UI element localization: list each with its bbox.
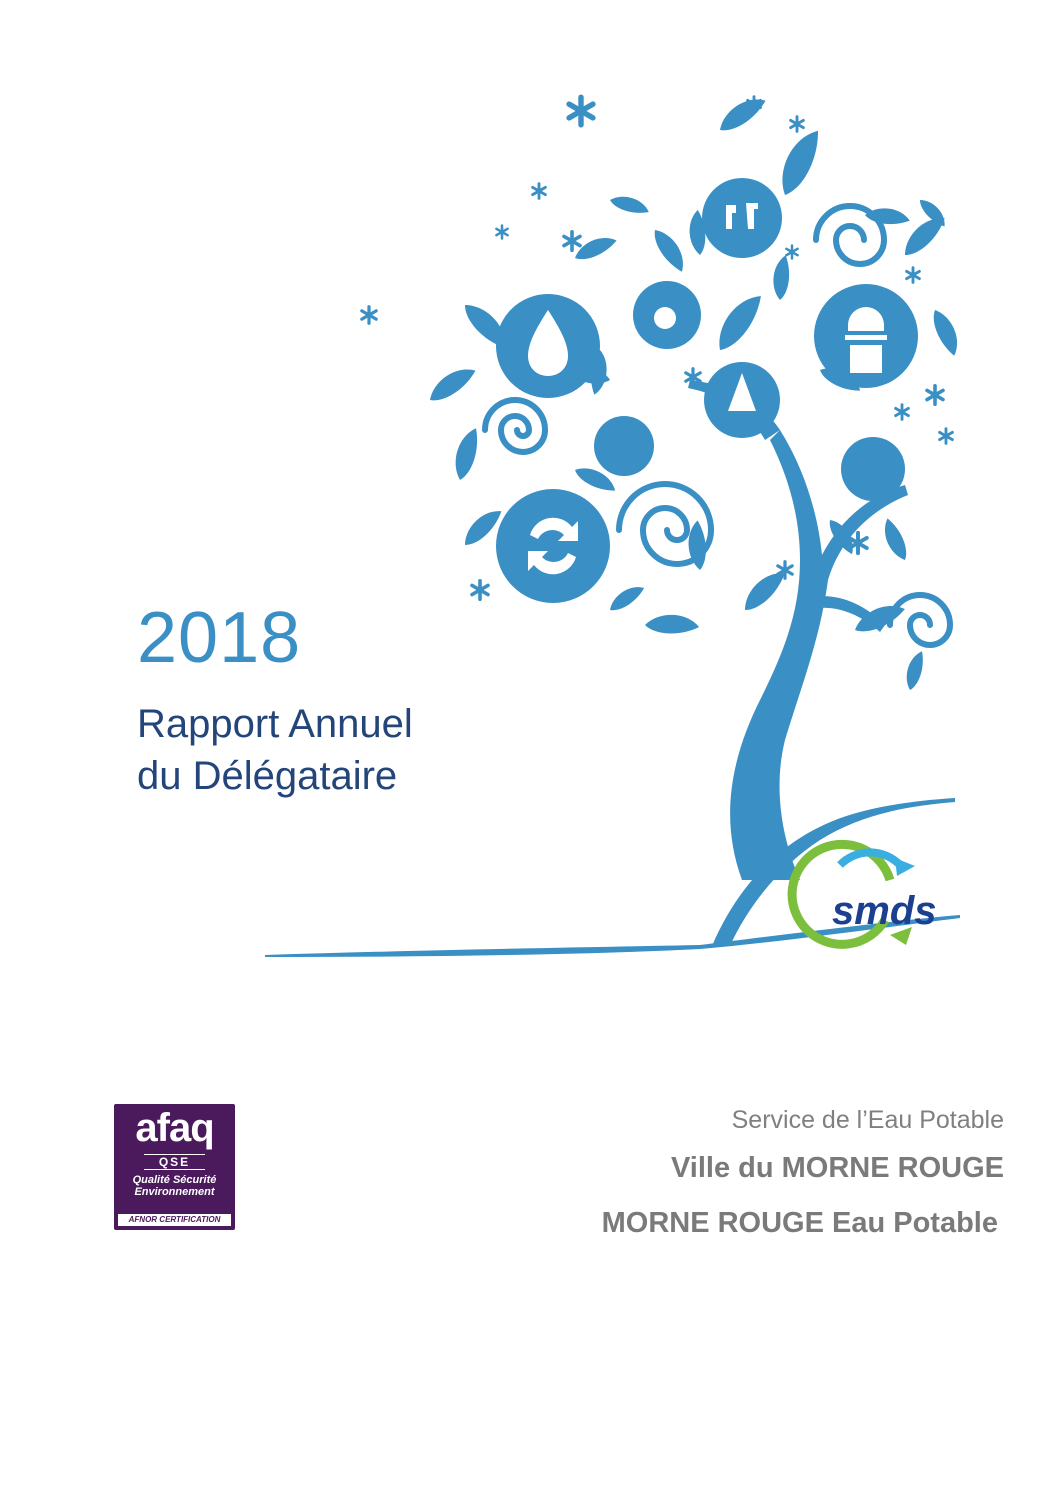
service-city: Ville du MORNE ROUGE: [670, 1152, 1004, 1184]
afaq-logo-line1: Qualité Sécurité: [132, 1174, 217, 1186]
smds-logo: [792, 844, 936, 945]
afaq-logo-footer: AFNOR CERTIFICATION: [118, 1214, 231, 1226]
afaq-logo-qse: QSE: [144, 1154, 205, 1170]
report-title-line1: Rapport Annuel: [137, 702, 413, 746]
service-name: MORNE ROUGE Eau Potable: [601, 1207, 998, 1239]
afaq-certification-logo: [114, 1104, 235, 1230]
report-year: 2018: [137, 598, 302, 678]
recycle-icon: [496, 489, 610, 603]
service-type: Service de l’Eau Potable: [731, 1106, 1004, 1134]
afaq-logo-word: afaq: [135, 1106, 214, 1150]
smds-logo-text: smds: [832, 889, 937, 933]
afaq-logo-line2: Environnement: [134, 1186, 215, 1198]
tools-icon: [702, 178, 782, 258]
report-title-line2: du Délégataire: [137, 754, 398, 798]
